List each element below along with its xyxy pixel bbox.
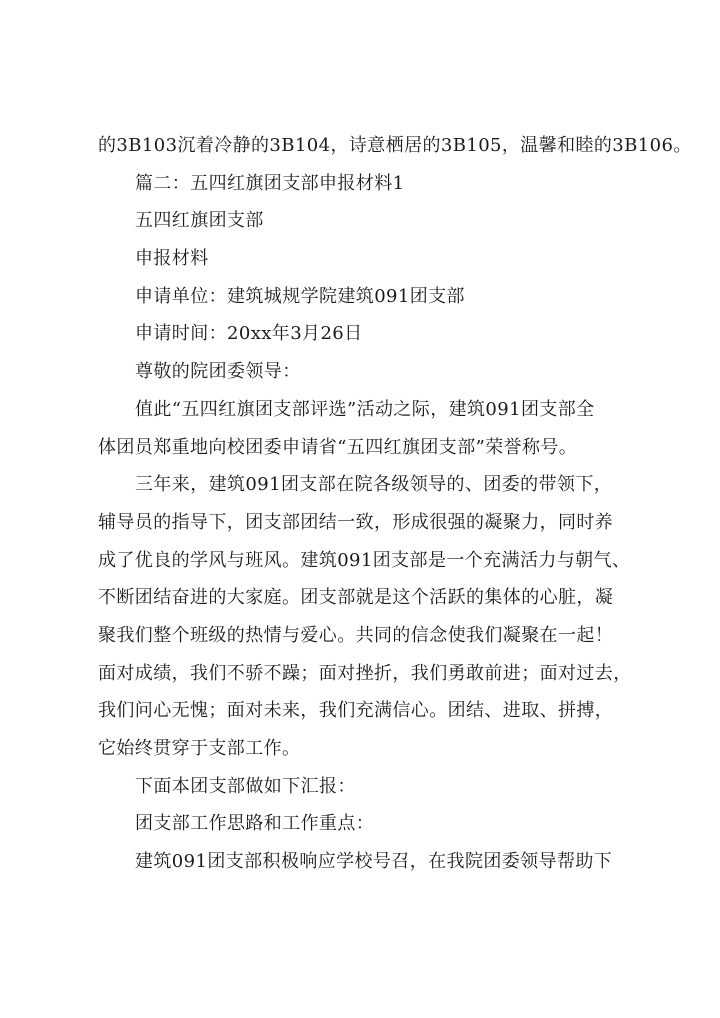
paragraph-line: 建筑091团支部积极响应学校号召，在我院团委领导帮助下 xyxy=(135,851,613,873)
paragraph-line: 体团员郑重地向校团委申请省“五四红旗团支部”荣誉称号。 xyxy=(98,436,578,458)
paragraph-line: 我们问心无愧；面对未来，我们充满信心。团结、进取、拼搏， xyxy=(98,700,614,722)
salutation: 尊敬的院团委领导： xyxy=(135,361,301,383)
paragraph-line: 下面本团支部做如下汇报： xyxy=(135,775,356,797)
paragraph-line: 它始终贯穿于支部工作。 xyxy=(98,738,301,759)
paragraph-line: 面对成绩，我们不骄不躁；面对挫折，我们勇敢前进；面对过去， xyxy=(98,662,632,684)
application-date: 申请时间：20xx年3月26日 xyxy=(135,323,363,345)
paragraph-line: 不断团结奋进的大家庭。团支部就是这个活跃的集体的心脏，凝 xyxy=(98,587,614,609)
paragraph-line: 值此“五四红旗团支部评选”活动之际，建筑091团支部全 xyxy=(135,398,595,420)
paragraph-line: 聚我们整个班级的热情与爱心。共同的信念使我们凝聚在一起！ xyxy=(98,624,614,646)
text-line-continuation: 的3B103沉着冷静的3B104，诗意栖居的3B105，温馨和睦的3B106。 xyxy=(98,135,692,156)
paragraph-line: 辅导员的指导下，团支部团结一致，形成很强的凝聚力，同时养 xyxy=(98,511,614,533)
document-body xyxy=(98,127,692,881)
section-heading: 团支部工作思路和工作重点： xyxy=(135,813,375,835)
doc-title: 五四红旗团支部 xyxy=(135,210,264,232)
applicant-unit: 申请单位：建筑城规学院建筑091团支部 xyxy=(135,285,465,307)
paragraph-line: 三年来，建筑091团支部在院各级领导的、团委的带领下， xyxy=(135,474,613,496)
article-heading: 篇二：五四红旗团支部申报材料1 xyxy=(135,172,405,194)
doc-subtitle: 申报材料 xyxy=(135,248,209,270)
paragraph-line: 成了优良的学风与班风。建筑091团支部是一个充满活力与朝气、 xyxy=(98,549,631,571)
